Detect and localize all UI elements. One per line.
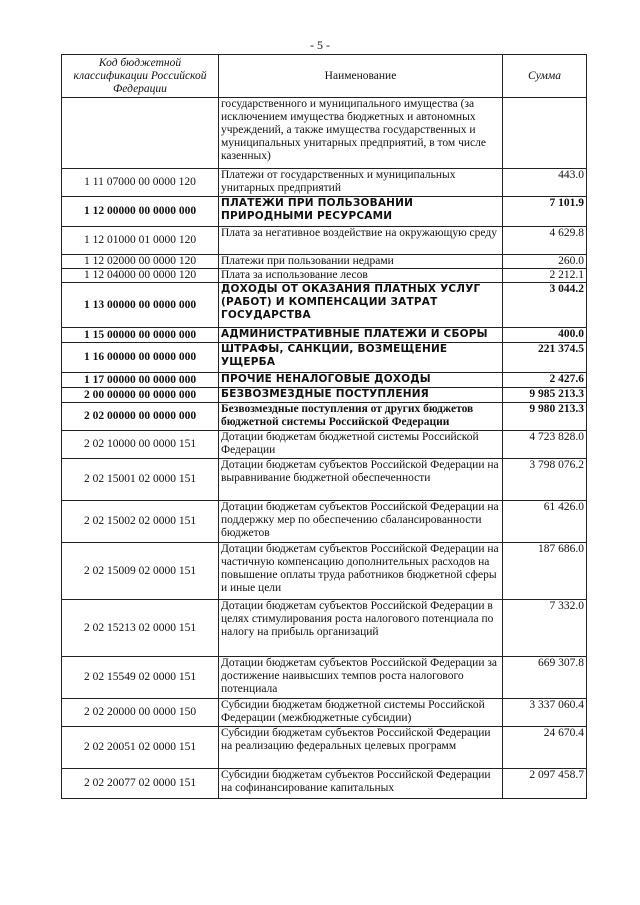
- cell-code: 2 02 00000 00 0000 000: [62, 403, 219, 431]
- cell-name: Субсидии бюджетам бюджетной системы Российской Федерации (межбюджетные субсидии): [219, 699, 503, 727]
- cell-code: 1 12 02000 00 0000 120: [62, 255, 219, 269]
- table-row: [62, 727, 587, 769]
- table-row: [62, 328, 587, 343]
- cell-code: [62, 98, 219, 169]
- cell-sum: 3 044.2: [503, 283, 587, 328]
- cell-name: Дотации бюджетам субъектов Российской Федерации в целях стимулирования роста налогового потенциала по налогу на прибыль организаций: [219, 600, 503, 657]
- table-row: [62, 373, 587, 388]
- header-sum: Сумма: [503, 55, 587, 98]
- header-name: Наименование: [219, 55, 503, 98]
- cell-name: Платежи при пользовании недрами: [219, 255, 503, 269]
- cell-sum: [503, 98, 587, 169]
- table-row: [62, 699, 587, 727]
- table-row: [62, 459, 587, 501]
- table-row: [62, 431, 587, 459]
- table-row: [62, 169, 587, 197]
- cell-code: 2 02 10000 00 0000 151: [62, 431, 219, 459]
- cell-code: 2 02 20000 00 0000 150: [62, 699, 219, 727]
- cell-name: Платежи от государственных и муниципальных унитарных предприятий: [219, 169, 503, 197]
- cell-sum: 400.0: [503, 328, 587, 343]
- cell-name: АДМИНИСТРАТИВНЫЕ ПЛАТЕЖИ И СБОРЫ: [219, 328, 503, 343]
- cell-code: 2 02 15213 02 0000 151: [62, 600, 219, 657]
- table-header-row: [62, 55, 587, 98]
- cell-sum: 443.0: [503, 169, 587, 197]
- cell-sum: 2 097 458.7: [503, 769, 587, 799]
- table-row: [62, 227, 587, 255]
- header-code: Код бюджетной классификации Российской Федерации: [62, 55, 219, 98]
- cell-sum: 61 426.0: [503, 501, 587, 543]
- cell-sum: 7 332.0: [503, 600, 587, 657]
- cell-sum: 260.0: [503, 255, 587, 269]
- cell-name: Безвозмездные поступления от других бюджетов бюджетной системы Российской Федерации: [219, 403, 503, 431]
- cell-code: 1 12 04000 00 0000 120: [62, 269, 219, 283]
- cell-name: ДОХОДЫ ОТ ОКАЗАНИЯ ПЛАТНЫХ УСЛУГ (РАБОТ) И КОМПЕНСАЦИИ ЗАТРАТ ГОСУДАРСТВА: [219, 283, 503, 328]
- page-number: - 5 -: [310, 38, 330, 52]
- cell-code: 2 00 00000 00 0000 000: [62, 388, 219, 403]
- cell-name: ПРОЧИЕ НЕНАЛОГОВЫЕ ДОХОДЫ: [219, 373, 503, 388]
- cell-sum: 4 629.8: [503, 227, 587, 255]
- cell-name: Плата за негативное воздействие на окружающую среду: [219, 227, 503, 255]
- table-row: [62, 403, 587, 431]
- cell-sum: 3 337 060.4: [503, 699, 587, 727]
- cell-code: 1 13 00000 00 0000 000: [62, 283, 219, 328]
- cell-name: ШТРАФЫ, САНКЦИИ, ВОЗМЕЩЕНИЕ УЩЕРБА: [219, 343, 503, 373]
- cell-code: 1 17 00000 00 0000 000: [62, 373, 219, 388]
- cell-code: 1 11 07000 00 0000 120: [62, 169, 219, 197]
- budget-table: [61, 54, 587, 799]
- cell-name: Субсидии бюджетам субъектов Российской Федерации на софинансирование капитальных: [219, 769, 503, 799]
- cell-name: Дотации бюджетам субъектов Российской Федерации на частичную компенсацию дополнительных расходов на повышение оплаты труда работников бюджетной сферы и иные цели: [219, 543, 503, 600]
- table-row: [62, 543, 587, 600]
- cell-sum: 3 798 076.2: [503, 459, 587, 501]
- cell-sum: 9 985 213.3: [503, 388, 587, 403]
- cell-code: 2 02 15002 02 0000 151: [62, 501, 219, 543]
- cell-code: 1 12 01000 01 0000 120: [62, 227, 219, 255]
- cell-code: 2 02 15001 02 0000 151: [62, 459, 219, 501]
- table-row: [62, 388, 587, 403]
- cell-name: Дотации бюджетам субъектов Российской Федерации за достижение наивысших темпов роста налогового потенциала: [219, 657, 503, 699]
- cell-code: 2 02 20051 02 0000 151: [62, 727, 219, 769]
- cell-code: 2 02 15549 02 0000 151: [62, 657, 219, 699]
- cell-code: 1 16 00000 00 0000 000: [62, 343, 219, 373]
- cell-sum: 24 670.4: [503, 727, 587, 769]
- table-row: [62, 657, 587, 699]
- table-row: [62, 769, 587, 799]
- table-row: [62, 269, 587, 283]
- cell-name: Дотации бюджетам субъектов Российской Федерации на поддержку мер по обеспечению сбалансированности бюджетов: [219, 501, 503, 543]
- cell-code: 1 15 00000 00 0000 000: [62, 328, 219, 343]
- cell-sum: 7 101.9: [503, 197, 587, 227]
- cell-sum: 669 307.8: [503, 657, 587, 699]
- table-row: [62, 98, 587, 169]
- cell-code: 2 02 20077 02 0000 151: [62, 769, 219, 799]
- cell-name: ПЛАТЕЖИ ПРИ ПОЛЬЗОВАНИИ ПРИРОДНЫМИ РЕСУРСАМИ: [219, 197, 503, 227]
- cell-sum: 9 980 213.3: [503, 403, 587, 431]
- table-row: [62, 283, 587, 328]
- cell-name: Плата за использование лесов: [219, 269, 503, 283]
- cell-sum: 2 212.1: [503, 269, 587, 283]
- cell-code: 1 12 00000 00 0000 000: [62, 197, 219, 227]
- table-row: [62, 255, 587, 269]
- cell-name: государственного и муниципального имущества (за исключением имущества бюджетных и автономных учреждений, а также имущества государственных и муниципальных унитарных предприятий, в том числе казенных): [219, 98, 503, 169]
- cell-sum: 2 427.6: [503, 373, 587, 388]
- cell-sum: 221 374.5: [503, 343, 587, 373]
- table-body: [62, 98, 587, 799]
- cell-sum: 4 723 828.0: [503, 431, 587, 459]
- cell-name: Дотации бюджетам бюджетной системы Российской Федерации: [219, 431, 503, 459]
- cell-name: БЕЗВОЗМЕЗДНЫЕ ПОСТУПЛЕНИЯ: [219, 388, 503, 403]
- cell-sum: 187 686.0: [503, 543, 587, 600]
- table-row: [62, 343, 587, 373]
- cell-name: Дотации бюджетам субъектов Российской Федерации на выравнивание бюджетной обеспеченности: [219, 459, 503, 501]
- cell-name: Субсидии бюджетам субъектов Российской Федерации на реализацию федеральных целевых программ: [219, 727, 503, 769]
- table-row: [62, 197, 587, 227]
- table-row: [62, 501, 587, 543]
- table-row: [62, 600, 587, 657]
- cell-code: 2 02 15009 02 0000 151: [62, 543, 219, 600]
